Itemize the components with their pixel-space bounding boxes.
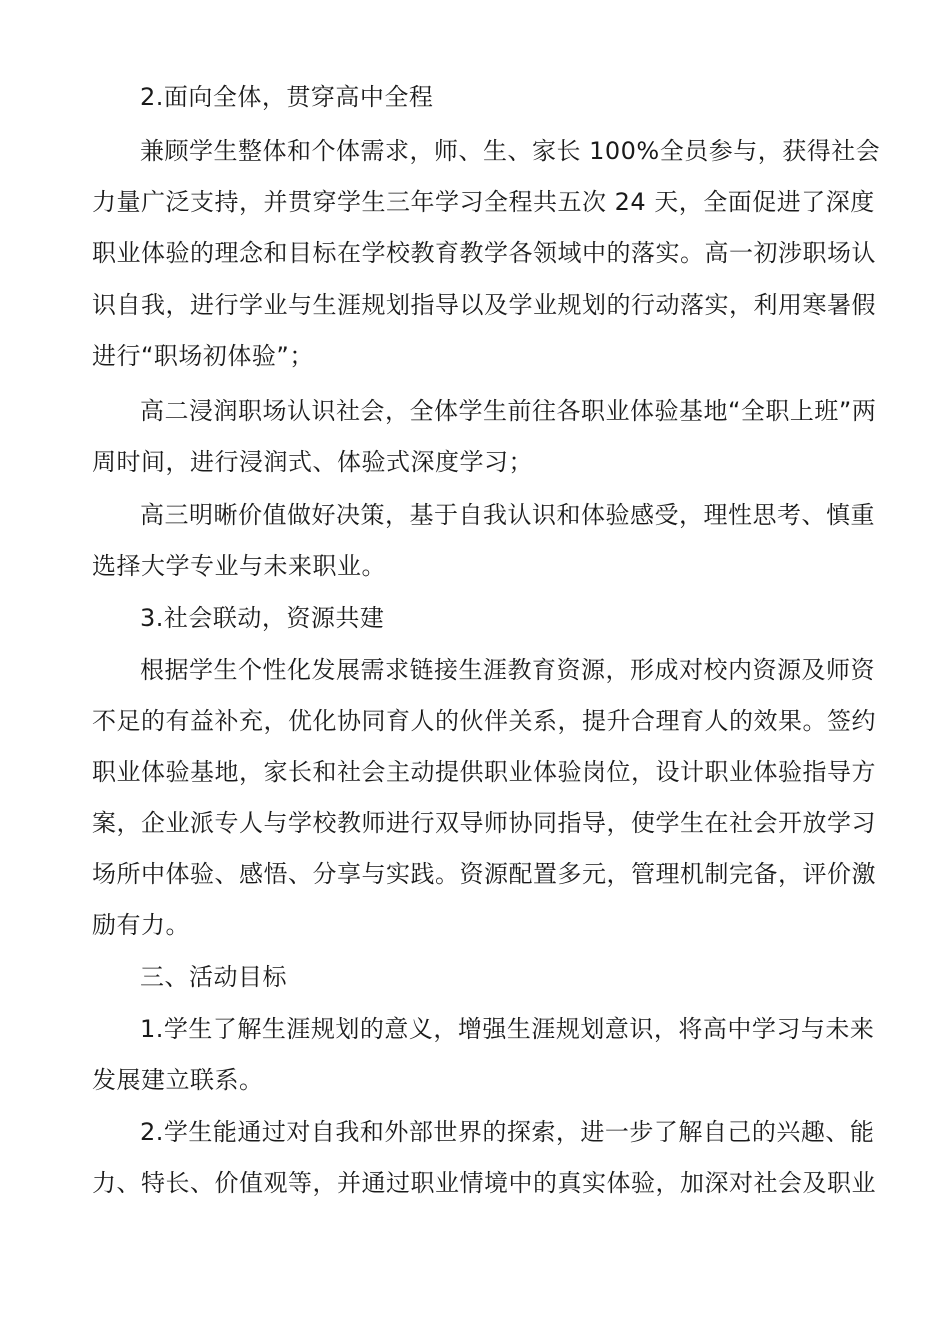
paragraph-line: 进行“职场初体验”； [92, 342, 314, 370]
paragraph-line: 职业体验基地，家长和社会主动提供职业体验岗位，设计职业体验指导方 [92, 758, 876, 786]
heading-3: 3.社会联动，资源共建 [140, 604, 385, 632]
paragraph-line: 高三明晰价值做好决策，基于自我认识和体验感受，理性思考、慎重 [140, 501, 875, 529]
paragraph-line: 发展建立联系。 [92, 1066, 264, 1094]
paragraph-line: 力量广泛支持，并贯穿学生三年学习全程共五次 24 天，全面促进了深度 [92, 188, 875, 216]
paragraph-line: 2.学生能通过对自我和外部世界的探索，进一步了解自己的兴趣、能 [140, 1118, 875, 1146]
paragraph-line: 选择大学专业与未来职业。 [92, 552, 386, 580]
paragraph-line: 职业体验的理念和目标在学校教育教学各领域中的落实。高一初涉职场认 [92, 239, 876, 267]
paragraph-line: 识自我，进行学业与生涯规划指导以及学业规划的行动落实，利用寒暑假 [92, 291, 876, 319]
paragraph-line: 案，企业派专人与学校教师进行双导师协同指导，使学生在社会开放学习 [92, 809, 876, 837]
paragraph-line: 周时间，进行浸润式、体验式深度学习； [92, 448, 533, 476]
paragraph-line: 不足的有益补充，优化协同育人的伙伴关系，提升合理育人的效果。签约 [92, 707, 876, 735]
section-heading: 三、活动目标 [140, 963, 287, 991]
paragraph-line: 1.学生了解生涯规划的意义，增强生涯规划意识，将高中学习与未来 [140, 1015, 875, 1043]
paragraph-line: 根据学生个性化发展需求链接生涯教育资源，形成对校内资源及师资 [140, 656, 875, 684]
heading-2: 2.面向全体，贯穿高中全程 [140, 83, 434, 111]
paragraph-line: 励有力。 [92, 911, 190, 939]
paragraph-line: 力、特长、价值观等，并通过职业情境中的真实体验，加深对社会及职业 [92, 1169, 876, 1197]
paragraph-line: 高二浸润职场认识社会，全体学生前往各职业体验基地“全职上班”两 [140, 397, 877, 425]
paragraph-line: 场所中体验、感悟、分享与实践。资源配置多元，管理机制完备，评价激 [92, 860, 876, 888]
paragraph-line: 兼顾学生整体和个体需求，师、生、家长 100%全员参与，获得社会 [140, 137, 881, 165]
